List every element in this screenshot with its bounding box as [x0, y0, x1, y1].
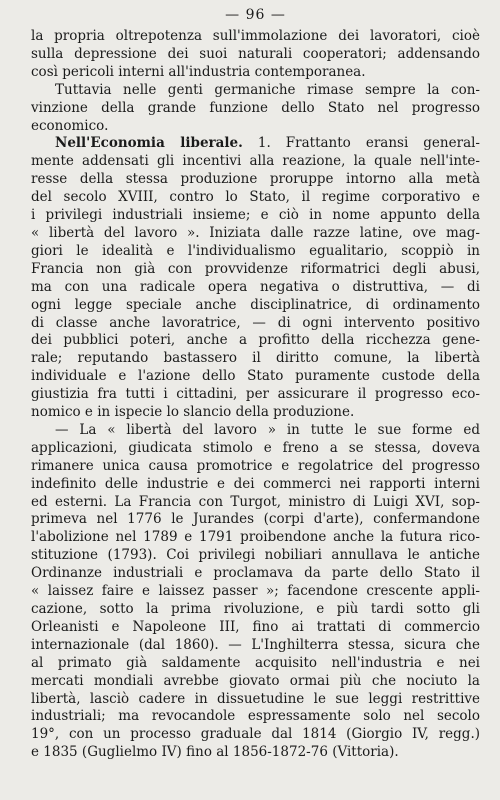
line-text: Ordinanze industriali e proclamava da parte dello Stato il [31, 565, 480, 582]
line-text: — La « libertà del lavoro » in tutte le sue forme ed [55, 421, 480, 438]
text-line [31, 458, 480, 476]
text-line [31, 64, 480, 82]
line-text: individuale e l'azione dello Stato puramente custode della [31, 368, 480, 385]
line-text: internazionale (dal 1860). — L'Inghilterra stessa, sicura che [31, 636, 480, 653]
line-text: Francia non già con provvidenze riformatrici degli abusi, [31, 260, 480, 277]
text-line [31, 422, 480, 440]
line-text: 1. Frattanto eransi general- [242, 135, 480, 152]
text-line [31, 297, 480, 315]
text-line [31, 350, 480, 368]
text-line [31, 583, 480, 601]
text-line [31, 476, 480, 494]
text-line [31, 135, 480, 153]
text-line [31, 189, 480, 207]
text-line [31, 261, 480, 279]
text-line [31, 494, 480, 512]
text-line [31, 565, 480, 583]
text-line [31, 655, 480, 673]
line-text: giustizia fra tutti i cittadini, per assicurare il progresso eco- [31, 386, 480, 403]
line-text: giori le idealità e l'individualismo egualitario, scoppiò in [31, 242, 480, 259]
page-number: — 96 — [225, 7, 286, 23]
line-text: l'abolizione nel 1789 e 1791 proibendone anche la futura rico- [31, 529, 480, 546]
line-text: resse della stessa produzione proruppe intorno alla metà [31, 171, 480, 188]
line-text: stituzione (1793). Coi privilegi nobiliari annullava le antiche [31, 547, 480, 564]
line-text: la propria oltrepotenza sull'immolazione dei lavoratori, cioè [31, 28, 480, 44]
line-text: del secolo XVIII, contro lo Stato, il regime corporativo e [31, 189, 480, 206]
line-text: indefinito delle industrie e dei commerci nei rapporti interni [31, 475, 480, 492]
text-line [31, 440, 480, 458]
line-text: e 1835 (Guglielmo IV) fino al 1856-1872-76 (Vittoria). [31, 744, 399, 761]
line-text: al primato già saldamente acquisito nell'industria e nei [31, 654, 480, 671]
section-heading: Nell'Economia liberale. [55, 135, 243, 152]
line-text: industriali; ma revocandole espressamente solo nel secolo [31, 708, 480, 725]
text-line [31, 332, 480, 350]
line-text: Tuttavia nelle genti germaniche rimase sempre la con- [55, 81, 480, 98]
text-line [31, 28, 480, 46]
text-line [31, 637, 480, 655]
text-line [31, 82, 480, 100]
body-text [31, 28, 480, 762]
text-line [31, 547, 480, 565]
line-text: « laissez faire e laissez passer »; facendone crescente appli- [31, 583, 480, 600]
line-text: così pericoli interni all'industria contemporanea. [31, 63, 366, 80]
text-line [31, 691, 480, 709]
text-line [31, 153, 480, 171]
text-line [31, 46, 480, 64]
text-line [31, 386, 480, 404]
line-text: 19°, con un processo graduale dal 1814 (Giorgio IV, regg.) [31, 726, 480, 743]
line-text: cazione, sotto la prima rivoluzione, e più tardi sotto gli [31, 601, 480, 617]
line-text: nomico e in ispecie lo slancio della produzione. [31, 404, 355, 421]
line-text: primeva nel 1776 le Jurandes (corpi d'arte), confermandone [31, 511, 480, 528]
text-line [31, 619, 480, 637]
line-text: i privilegi industriali insieme; e ciò in nome appunto della [31, 207, 480, 224]
line-text: rimanere unica causa promotrice e regolatrice del progresso [31, 457, 480, 474]
text-line [31, 708, 480, 726]
text-line [31, 243, 480, 261]
line-text: economico. [31, 117, 109, 134]
text-line [31, 207, 480, 225]
text-line [31, 511, 480, 529]
paragraph [31, 135, 480, 422]
line-text: Orleanisti e Napoleone III, fino ai trattati di commercio [31, 618, 480, 635]
text-line [31, 100, 480, 118]
text-line [31, 279, 480, 297]
text-line [31, 118, 480, 136]
text-line [31, 529, 480, 547]
text-line [31, 404, 480, 422]
text-line [31, 171, 480, 189]
paragraph [31, 82, 480, 136]
line-text: rale; reputando bastassero il diritto comune, la libertà [31, 350, 480, 367]
text-line [31, 368, 480, 386]
line-text: ed esterni. La Francia con Turgot, ministro di Luigi XVI, sop- [31, 493, 480, 510]
text-line [31, 315, 480, 333]
text-line [31, 673, 480, 691]
text-line [31, 726, 480, 744]
line-text: mercati mondiali avrebbe giovato ormai più che nociuto la [31, 672, 480, 689]
line-text: ogni legge speciale anche disciplinatrice, di ordinamento [31, 296, 480, 313]
text-line [31, 225, 480, 243]
line-text: di classe anche lavoratrice, — di ogni intervento positivo [31, 314, 480, 331]
line-text: vinzione della grande funzione dello Stato nel progresso [31, 99, 480, 116]
paragraph [31, 422, 480, 762]
line-text: dei pubblici poteri, anche a profitto della ricchezza gene- [31, 332, 480, 349]
paragraph [31, 28, 480, 82]
line-text: mente addensati gli incentivi alla reazione, la quale nell'inte- [31, 153, 480, 170]
line-text: sulla depressione dei suoi naturali cooperatori; addensando [31, 45, 480, 62]
line-text: libertà, lasciò cadere in dissuetudine le sue leggi restrittive [31, 690, 480, 707]
line-text: ma con una radicale opera negativa o distruttiva, — di [31, 278, 480, 295]
line-text: « libertà del lavoro ». Iniziata dalle razze latine, ove mag- [31, 224, 480, 241]
line-text: applicazioni, giudicata stimolo e freno a se stessa, doveva [31, 439, 480, 456]
text-line [31, 744, 480, 762]
text-line [31, 601, 480, 619]
